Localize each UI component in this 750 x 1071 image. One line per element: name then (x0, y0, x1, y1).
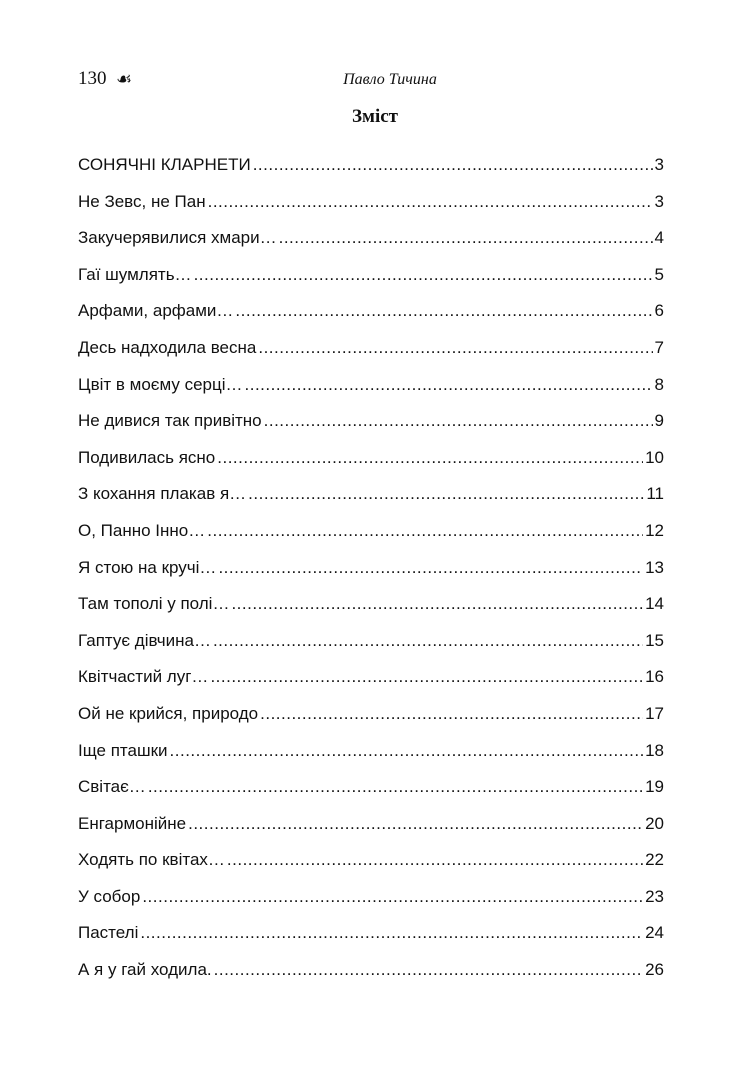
toc-entry-title: О, Панно Інно… (78, 520, 206, 540)
toc-entry-title: Не дивися так привітно (78, 411, 262, 431)
toc-entry (78, 187, 664, 224)
dot-leader (253, 150, 653, 180)
toc-entry (78, 955, 664, 992)
toc-entry-title: У собор (78, 886, 141, 906)
dot-leader (140, 918, 643, 948)
toc-entry-title: Десь надходила весна (78, 337, 257, 357)
toc-entry-page: 19 (645, 777, 664, 797)
toc-entry-page: 6 (654, 301, 664, 321)
toc-entry-page: 12 (645, 520, 664, 540)
toc-entry (78, 406, 664, 443)
toc-entry-title: Енгармонійне (78, 813, 187, 833)
toc-entry-title: Не Зевс, не Пан (78, 191, 206, 211)
toc-entry-page: 3 (654, 155, 664, 174)
dot-leader (208, 187, 653, 217)
toc-entry (78, 662, 664, 699)
toc-entry-page: 20 (645, 813, 664, 833)
toc-entry (78, 626, 664, 663)
toc-entry-title: Арфами, арфами… (78, 301, 234, 321)
toc-entry-page: 5 (654, 264, 664, 284)
toc-entry (78, 443, 664, 480)
toc-entry-page: 16 (645, 667, 664, 687)
dot-leader (235, 296, 652, 326)
dot-leader (148, 772, 643, 802)
toc-entry-page: 3 (654, 191, 664, 211)
dot-leader (214, 955, 643, 985)
table-of-contents (78, 150, 664, 992)
toc-entry-title: Цвіт в моєму серці… (78, 374, 243, 394)
toc-entry-title: СОНЯЧНІ КЛАРНЕТИ (78, 155, 251, 174)
toc-entry-title: Ходять по квітах… (78, 850, 225, 870)
toc-entry-page: 10 (645, 447, 664, 467)
toc-title: Зміст (351, 106, 398, 127)
dot-leader (213, 626, 643, 656)
toc-entry-page: 22 (645, 850, 664, 870)
toc-entry (78, 809, 664, 846)
dot-leader (170, 736, 644, 766)
toc-entry-page: 9 (654, 411, 664, 431)
toc-entry (78, 296, 664, 333)
dot-leader (218, 553, 643, 583)
dot-leader (210, 662, 643, 692)
toc-entry-page: 7 (654, 337, 664, 357)
toc-entry-title: Закучерявилися хмари… (78, 228, 277, 248)
dot-leader (264, 406, 653, 436)
dot-leader (217, 443, 643, 473)
dot-leader (248, 479, 644, 509)
toc-entry-page: 18 (645, 740, 664, 760)
toc-entry (78, 333, 664, 370)
toc-entry-title: Квітчастий луг… (78, 667, 209, 687)
toc-entry-page: 8 (654, 374, 664, 394)
toc-entry (78, 845, 664, 882)
toc-entry-page: 4 (654, 228, 664, 248)
dot-leader (231, 589, 643, 619)
dot-leader (260, 699, 643, 729)
author-name: Павло Тичина (343, 71, 437, 88)
dot-leader (188, 809, 643, 839)
toc-entry-title: Гаптує дівчина… (78, 630, 211, 650)
dot-leader (279, 223, 653, 253)
page-number: 130 (78, 68, 107, 89)
toc-entry (78, 699, 664, 736)
toc-entry-page: 26 (645, 960, 664, 980)
dot-leader (207, 516, 643, 546)
toc-entry-title: Іще пташки (78, 740, 168, 760)
toc-entry (78, 553, 664, 590)
dot-leader (227, 845, 643, 875)
toc-entry (78, 882, 664, 919)
dot-leader (194, 260, 653, 290)
toc-entry (78, 736, 664, 773)
dot-leader (245, 370, 653, 400)
toc-entry (78, 772, 664, 809)
toc-entry-page: 11 (646, 484, 664, 504)
toc-entry-page: 24 (645, 923, 664, 943)
toc-entry (78, 260, 664, 297)
dot-leader (258, 333, 652, 363)
toc-entry-title: Ой не крийся, природо (78, 703, 259, 723)
toc-entry-title: З кохання плакав я… (78, 484, 247, 504)
toc-entry-page: 17 (645, 703, 664, 723)
toc-entry-title: Пастелі (78, 923, 139, 943)
toc-entry-page: 14 (645, 594, 664, 614)
toc-entry-page: 23 (645, 886, 664, 906)
dot-leader (142, 882, 643, 912)
toc-entry (78, 516, 664, 553)
toc-entry (78, 589, 664, 626)
toc-entry (78, 370, 664, 407)
toc-entry-page: 13 (645, 557, 664, 577)
toc-entry-title: Там тополі у полі… (78, 594, 230, 614)
toc-entry-title: Я стою на кручі… (78, 557, 217, 577)
toc-entry-title: Гаї шумлять… (78, 264, 192, 284)
toc-entry (78, 150, 664, 187)
toc-entry (78, 223, 664, 260)
running-head (78, 66, 668, 92)
toc-entry (78, 918, 664, 955)
toc-entry-title: А я у гай ходила. (78, 960, 212, 980)
toc-entry-title: Подивилась ясно (78, 447, 216, 467)
toc-entry-page: 15 (645, 630, 664, 650)
toc-entry-title: Світає… (78, 777, 146, 797)
ornament-icon: ☙ (116, 69, 133, 89)
toc-entry (78, 479, 664, 516)
